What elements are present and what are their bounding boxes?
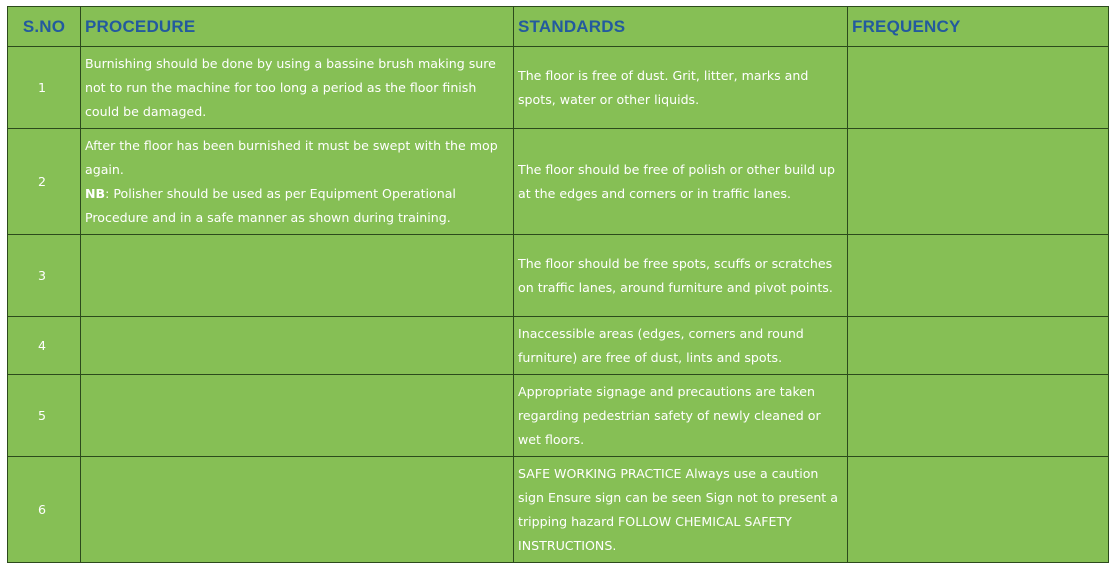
header-sno: S.NO	[8, 7, 81, 47]
row-frequency	[848, 235, 1109, 317]
row-frequency	[848, 47, 1109, 129]
table-header-row	[8, 7, 1109, 47]
row-sno: 3	[8, 235, 81, 317]
row-procedure	[81, 129, 514, 235]
row-frequency	[848, 457, 1109, 563]
note-text: : Polisher should be used as per Equipment Operational Procedure and in a safe manner as shown during training.	[85, 185, 456, 225]
procedure-table	[7, 6, 1109, 563]
row-procedure	[81, 457, 514, 563]
procedure-text: After the floor has been burnished it must be swept with the mop again.	[85, 137, 498, 177]
row-sno: 4	[8, 317, 81, 375]
row-frequency	[848, 129, 1109, 235]
row-sno: 2	[8, 129, 81, 235]
table-row	[8, 129, 1109, 235]
row-sno: 6	[8, 457, 81, 563]
header-procedure: PROCEDURE	[81, 7, 514, 47]
row-standard: SAFE WORKING PRACTICE Always use a caution sign Ensure sign can be seen Sign not to present a tripping hazard FOLLOW CHEMICAL SAFETY INSTRUCTIONS.	[514, 457, 848, 563]
table-row	[8, 47, 1109, 129]
row-standard: The floor should be free spots, scuffs or scratches on traffic lanes, around furniture and pivot points.	[514, 235, 848, 317]
row-standard: Appropriate signage and precautions are taken regarding pedestrian safety of newly cleaned or wet floors.	[514, 375, 848, 457]
table-row	[8, 375, 1109, 457]
note-label: NB	[85, 185, 106, 201]
row-standard: The floor is free of dust. Grit, litter, marks and spots, water or other liquids.	[514, 47, 848, 129]
table-row	[8, 235, 1109, 317]
table-row	[8, 317, 1109, 375]
row-procedure	[81, 375, 514, 457]
row-sno: 5	[8, 375, 81, 457]
row-procedure	[81, 317, 514, 375]
row-standard: Inaccessible areas (edges, corners and round furniture) are free of dust, lints and spots.	[514, 317, 848, 375]
header-frequency: FREQUENCY	[848, 7, 1109, 47]
row-sno: 1	[8, 47, 81, 129]
procedure-table-container	[7, 6, 1109, 563]
row-standard: The floor should be free of polish or other build up at the edges and corners or in traffic lanes.	[514, 129, 848, 235]
row-procedure	[81, 235, 514, 317]
row-frequency	[848, 375, 1109, 457]
row-frequency	[848, 317, 1109, 375]
header-standards: STANDARDS	[514, 7, 848, 47]
table-row	[8, 457, 1109, 563]
row-procedure: Burnishing should be done by using a bassine brush making sure not to run the machine for too long a period as the floor finish could be damaged.	[81, 47, 514, 129]
